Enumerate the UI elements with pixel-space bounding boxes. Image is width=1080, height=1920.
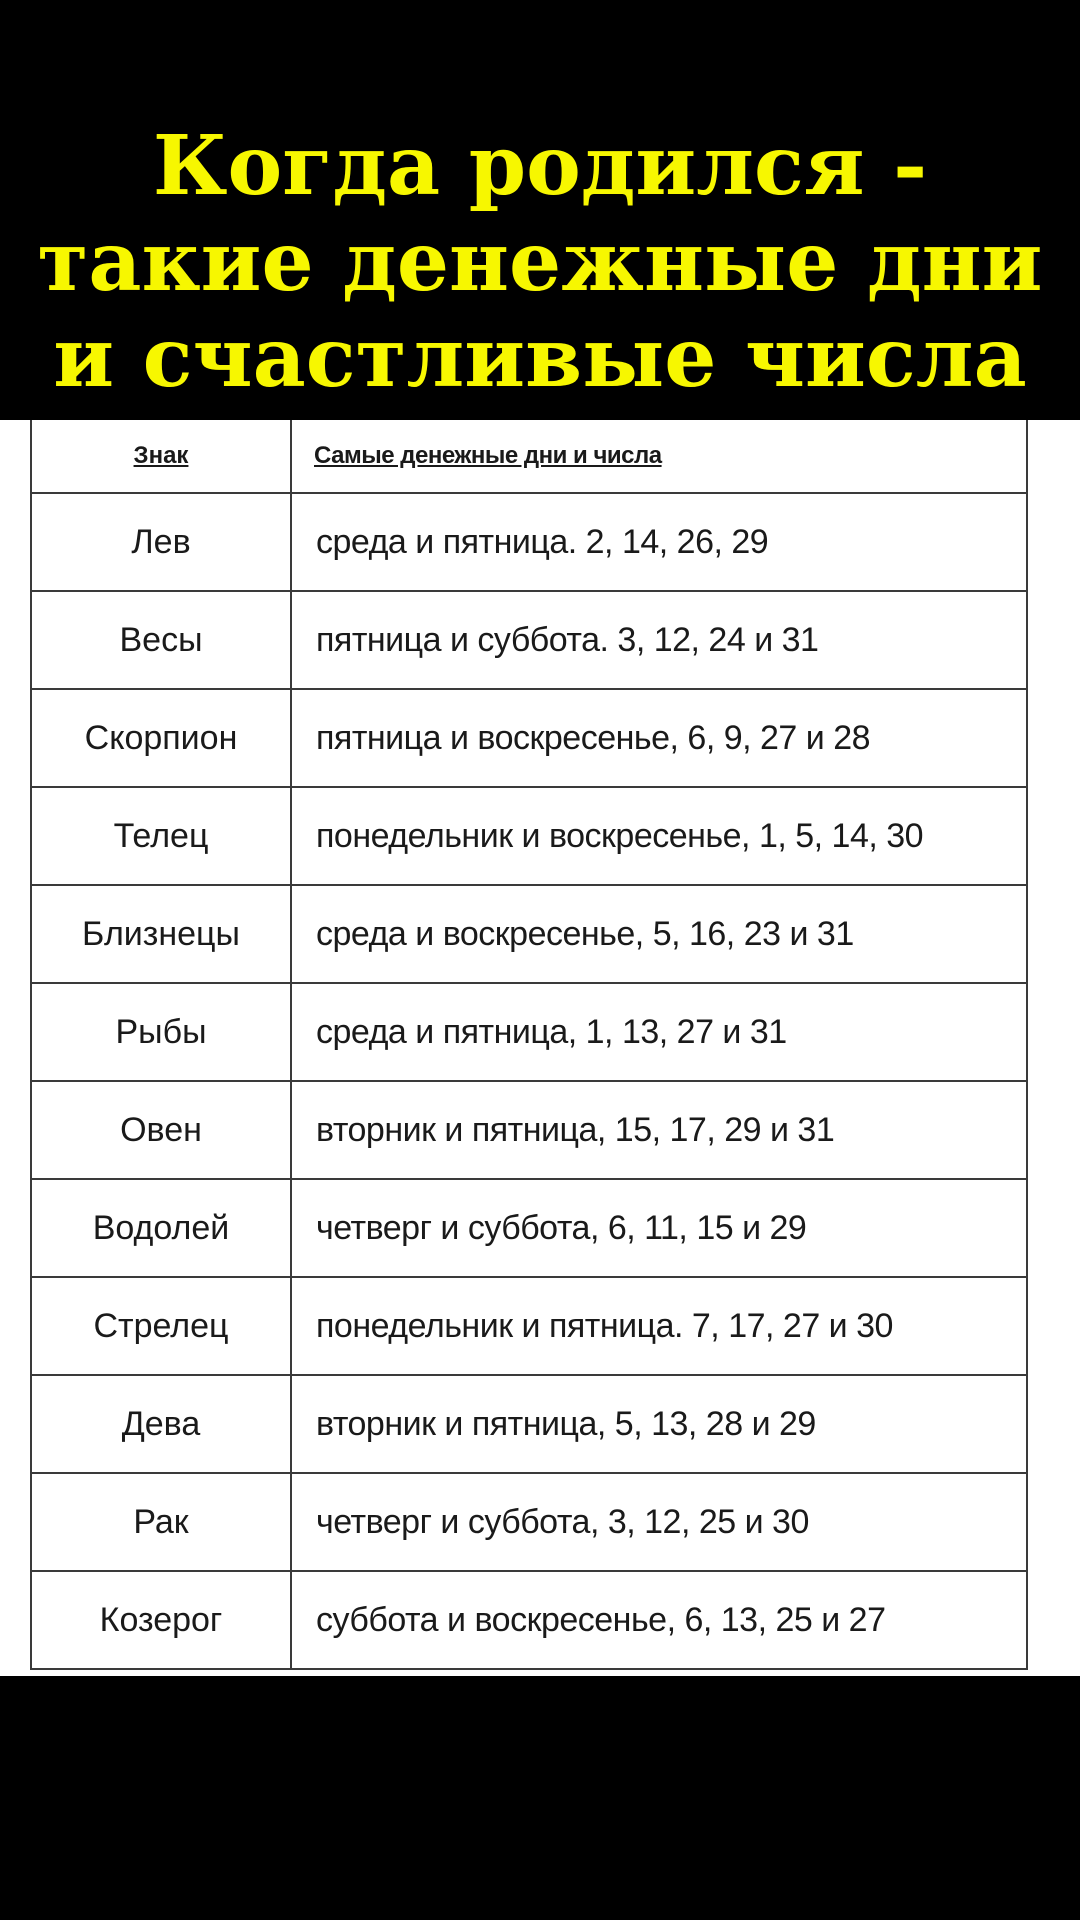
days-cell: суббота и воскресенье, 6, 13, 25 и 27 — [291, 1571, 1027, 1669]
sign-cell: Стрелец — [31, 1277, 291, 1375]
table-row — [31, 787, 1027, 885]
sign-cell: Рак — [31, 1473, 291, 1571]
table-row — [31, 1277, 1027, 1375]
page-title — [0, 118, 1080, 406]
title-banner — [0, 0, 1080, 420]
days-cell: среда и пятница, 1, 13, 27 и 31 — [291, 983, 1027, 1081]
title-line-1: Когда родился - — [152, 118, 928, 214]
sign-cell: Козерог — [31, 1571, 291, 1669]
title-line-3: и счастливые числа — [53, 310, 1027, 406]
table-row — [31, 1375, 1027, 1473]
table-row — [31, 1473, 1027, 1571]
table-row — [31, 591, 1027, 689]
sign-cell: Весы — [31, 591, 291, 689]
days-cell: понедельник и воскресенье, 1, 5, 14, 30 — [291, 787, 1027, 885]
column-header-days: Самые денежные дни и числа — [291, 420, 1027, 493]
table-row — [31, 1571, 1027, 1669]
table-row — [31, 1179, 1027, 1277]
days-cell: пятница и суббота. 3, 12, 24 и 31 — [291, 591, 1027, 689]
table-row — [31, 885, 1027, 983]
sign-cell: Дева — [31, 1375, 291, 1473]
table-row — [31, 493, 1027, 591]
title-line-2: такие денежные дни — [37, 214, 1043, 310]
zodiac-table — [30, 420, 1028, 1670]
sign-cell: Лев — [31, 493, 291, 591]
days-cell: среда и пятница. 2, 14, 26, 29 — [291, 493, 1027, 591]
days-cell: понедельник и пятница. 7, 17, 27 и 30 — [291, 1277, 1027, 1375]
days-cell: вторник и пятница, 5, 13, 28 и 29 — [291, 1375, 1027, 1473]
bottom-black-band — [0, 1676, 1080, 1920]
table-sheet — [0, 420, 1080, 1676]
sign-cell: Рыбы — [31, 983, 291, 1081]
sign-cell: Скорпион — [31, 689, 291, 787]
column-header-sign: Знак — [31, 420, 291, 493]
table-header-row — [31, 420, 1027, 493]
sign-cell: Телец — [31, 787, 291, 885]
days-cell: четверг и суббота, 6, 11, 15 и 29 — [291, 1179, 1027, 1277]
sign-cell: Водолей — [31, 1179, 291, 1277]
table-row — [31, 983, 1027, 1081]
table-row — [31, 1081, 1027, 1179]
table-row — [31, 689, 1027, 787]
sign-cell: Овен — [31, 1081, 291, 1179]
days-cell: вторник и пятница, 15, 17, 29 и 31 — [291, 1081, 1027, 1179]
days-cell: среда и воскресенье, 5, 16, 23 и 31 — [291, 885, 1027, 983]
days-cell: четверг и суббота, 3, 12, 25 и 30 — [291, 1473, 1027, 1571]
sign-cell: Близнецы — [31, 885, 291, 983]
days-cell: пятница и воскресенье, 6, 9, 27 и 28 — [291, 689, 1027, 787]
